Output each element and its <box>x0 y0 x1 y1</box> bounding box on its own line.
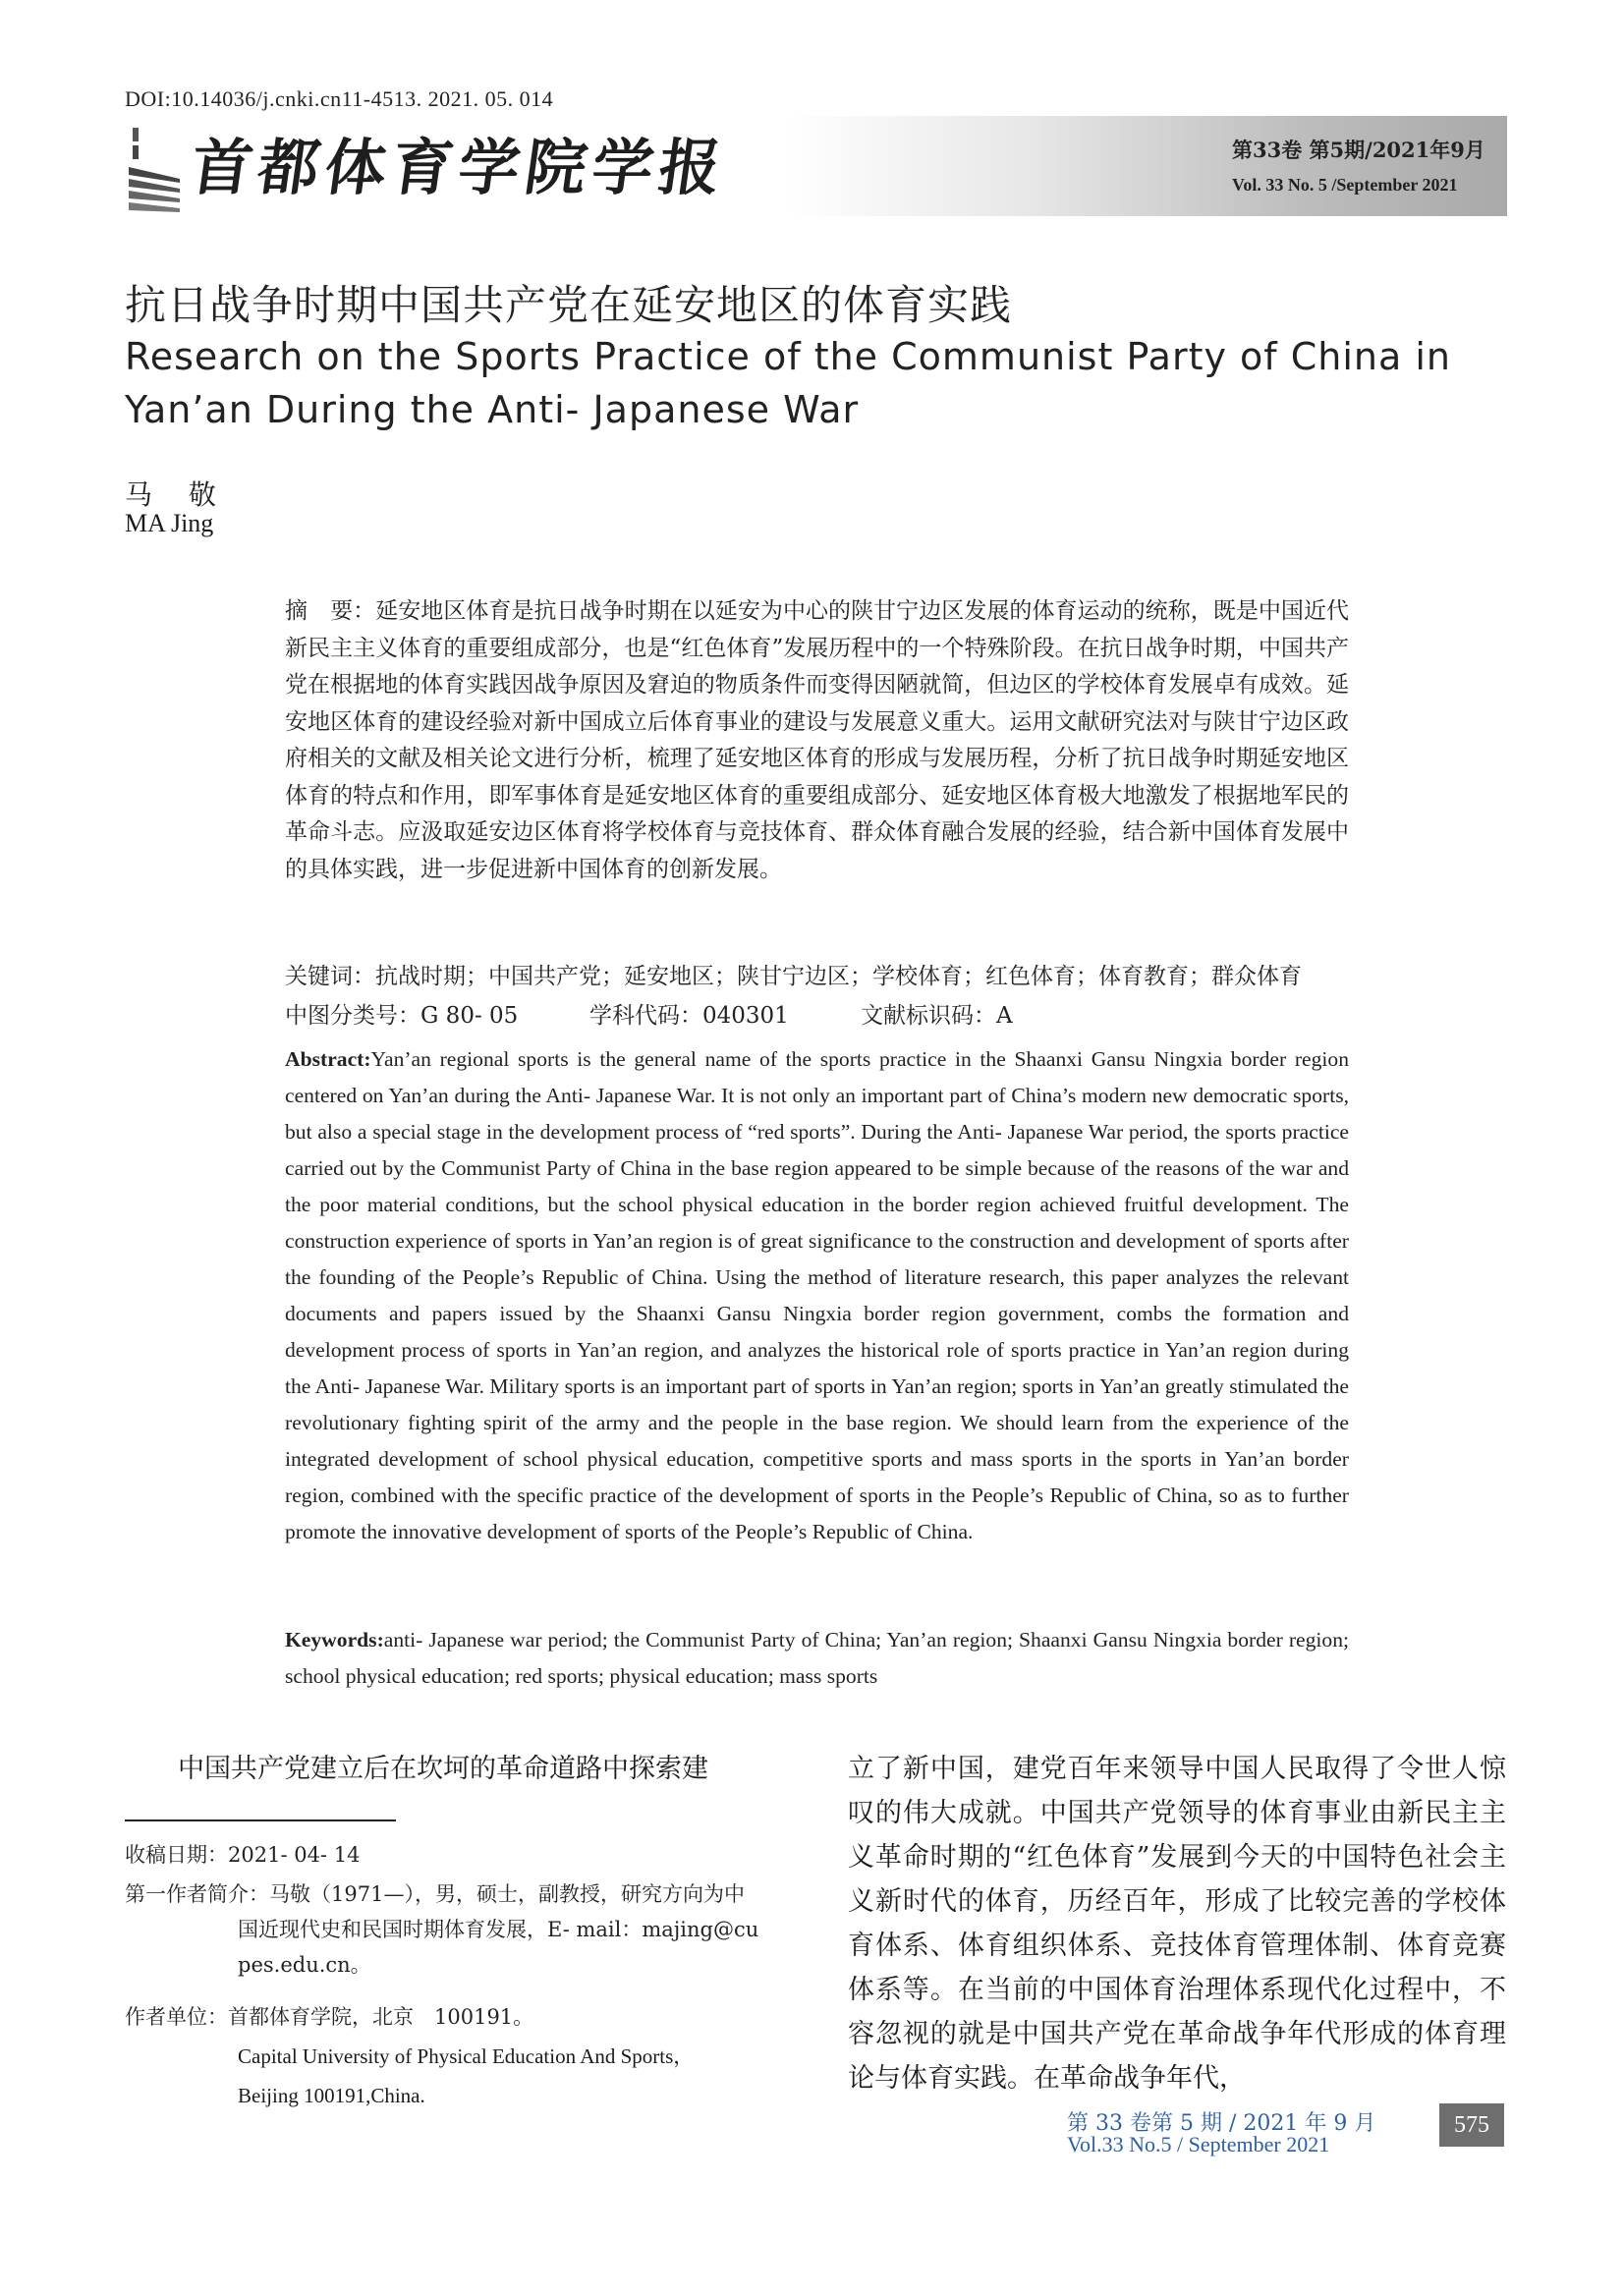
abstract-cn <box>285 593 1349 888</box>
footer-issue-en: Vol.33 No.5 / September 2021 <box>1067 2132 1330 2156</box>
doi: DOI:10.14036/j.cnki.cn11-4513. 2021. 05. 014 <box>125 86 554 111</box>
unit-en-line2: Beijing 100191,China. <box>238 2084 425 2107</box>
abstract-cn-label: 摘 要： <box>285 598 376 624</box>
author-bio-label: 第一作者简介： <box>125 1882 269 1906</box>
unit-cn: 首都体育学院，北京 100191。 <box>228 2005 534 2029</box>
footnote-divider <box>125 1819 396 1821</box>
abstract-en-text: Yan’an regional sports is the general name of the sports practice in the Shaanxi Gansu Ningxia border region centered on Yan’an during the Anti- Japanese War. It is not only an important part of China’s modern new democratic sports, but also a special stage in the development process of “red sports”. During the Anti- Japanese War period, the sports practice carried out by the Communist Party of China in the base region appeared to be simple because of the reasons of the war and the poor material conditions, but the school physical education in the border region achieved fruitful development. The construction experience of sports in Yan’an region is of great significance to the construction and development of sports after the founding of the People’s Republic of China. Using the method of literature research, this paper analyzes the relevant documents and papers issued by the Shaanxi Gansu Ningxia border region government, combs the formation and development process of sports in Yan’an region, and analyzes the historical role of sports practice in Yan’an region during the Anti- Japanese War. Military sports is an important part of sports in Yan’an region; sports in Yan’an greatly stimulated the revolutionary fighting spirit of the army and the people in the base region. We should learn from the experience of the integrated development of school physical education, competitive sports and mass sports in the sports in Yan’an border region, combined with the specific practice of the development of sports in the People’s Republic of China, so as to further promote the innovative development of sports of the People’s Republic of China. <box>285 1047 1349 1543</box>
author-en: MA Jing <box>125 509 214 537</box>
unit-en-line1: Capital University of Physical Education And Sports， <box>238 2044 695 2068</box>
body-left-column: 中国共产党建立后在坎坷的革命道路中探索建 <box>178 1754 708 1784</box>
title-cn: 抗日战争时期中国共产党在延安地区的体育实践 <box>125 281 1013 329</box>
page-number: 575 <box>1439 2103 1504 2147</box>
keywords-en-text: anti- Japanese war period; the Communist Party of China; Yan’an region; Shaanxi Gansu Ningxia border region; school physical education; red sports; physical education; mass sports <box>285 1628 1349 1688</box>
keywords-cn-text: 抗战时期；中国共产党；延安地区；陕甘宁边区；学校体育；红色体育；体育教育；群众体育 <box>375 964 1302 989</box>
keywords-cn-label: 关键词： <box>285 964 375 989</box>
abstract-en <box>285 1041 1349 1550</box>
footnote-received: 收稿日期：2021- 04- 14 <box>125 1843 361 1867</box>
header-issue-cn: 第33卷 第5期/2021年9月 <box>1232 138 1485 162</box>
title-en: Research on the Sports Practice of the Communist Party of China in Yan’an During the Anti- Japanese War <box>125 335 1452 431</box>
author-bio-line1: 马敬（1971—），男，硕士，副教授，研究方向为中 <box>269 1882 745 1906</box>
footnote-unit <box>125 1999 793 2035</box>
keywords-en <box>285 1622 1349 1695</box>
journal-name: 首都体育学院学报 <box>186 132 732 203</box>
journal-logo-icon <box>125 118 184 216</box>
body-right-column: 立了新中国，建党百年来领导中国人民取得了令世人惊叹的伟大成就。中国共产党领导的体育事业由新民主主义革命时期的“红色体育”发展到今天的中国特色社会主义新时代的体育，历经百年，形成了比较完善的学校体育体系、体育组织体系、竞技体育管理体制、体育竞赛体系等。在当前的中国体育治理体系现代化过程中，不容忽视的就是中国共产党在革命战争年代形成的体育理论与体育实践。在革命战争年代， <box>848 1754 1506 2094</box>
keywords-cn <box>285 959 1349 995</box>
subject-code: 学科代码：040301 <box>589 1003 789 1029</box>
classification-row <box>285 998 1349 1035</box>
doc-code: 文献标识码：A <box>861 1003 1013 1029</box>
author-cn: 马 敬 <box>125 478 230 511</box>
unit-label: 作者单位： <box>125 2005 228 2029</box>
clc-code: 中图分类号：G 80- 05 <box>285 1003 519 1029</box>
author-bio-line2: 国近现代史和民国时期体育发展，E- mail：majing@cu <box>238 1918 759 1941</box>
footnote-unit-en <box>238 2037 788 2115</box>
header-issue-en: Vol. 33 No. 5 /September 2021 <box>1232 175 1458 195</box>
abstract-cn-text: 延安地区体育是抗日战争时期在以延安为中心的陕甘宁边区发展的体育运动的统称，既是中国近代新民主主义体育的重要组成部分，也是“红色体育”发展历程中的一个特殊阶段。在抗日战争时期，中国共产党在根据地的体育实践因战争原因及窘迫的物质条件而变得因陋就简，但边区的学校体育发展卓有成效。延安地区体育的建设经验对新中国成立后体育事业的建设与发展意义重大。运用文献研究法对与陕甘宁边区政府相关的文献及相关论文进行分析，梳理了延安地区体育的形成与发展历程，分析了抗日战争时期延安地区体育的特点和作用，即军事体育是延安地区体育的重要组成部分、延安地区体育极大地激发了根据地军民的革命斗志。应汲取延安边区体育将学校体育与竞技体育、群众体育融合发展的经验，结合新中国体育发展中的具体实践，进一步促进新中国体育的创新发展。 <box>285 598 1350 882</box>
author-bio-line3: pes.edu.cn。 <box>238 1953 371 1977</box>
footnote-author-bio <box>125 1876 793 1983</box>
abstract-en-label: Abstract: <box>285 1047 371 1071</box>
keywords-en-label: Keywords: <box>285 1628 384 1651</box>
footer-issue-cn: 第 33 卷第 5 期 / 2021 年 9 月 <box>1067 2111 1376 2136</box>
